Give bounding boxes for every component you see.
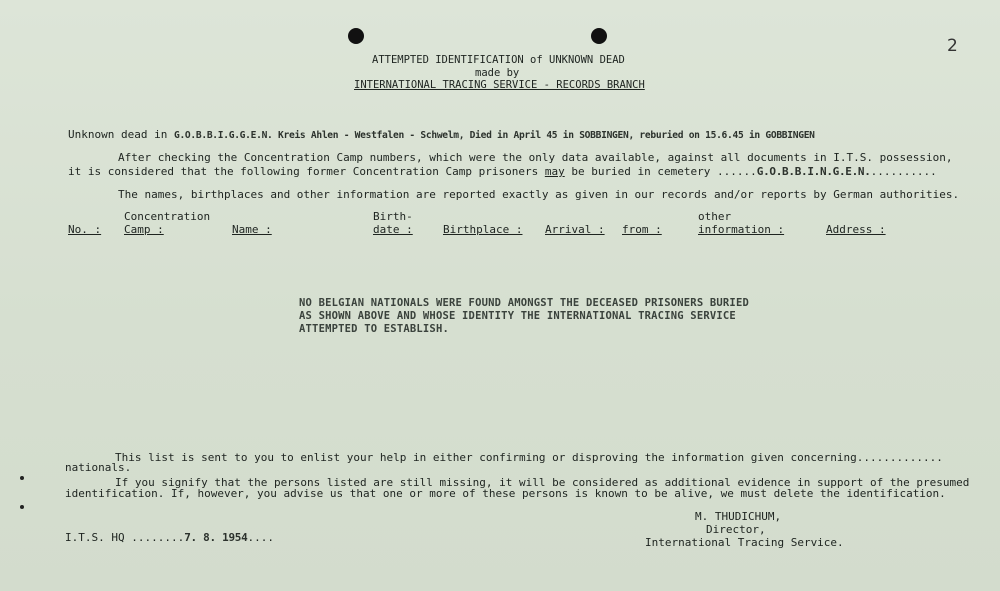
footer-signify-line-1: If you signify that the persons listed are still missing, it will be considered as additional evidence in support of the presumed: [115, 476, 970, 489]
col-no: No. :: [68, 223, 102, 236]
intro-line-2: [68, 165, 937, 178]
doc-title: ATTEMPTED IDENTIFICATION of UNKNOWN DEAD: [372, 54, 625, 66]
doc-made-by: made by: [475, 67, 520, 79]
signature-org: International Tracing Service.: [645, 536, 844, 549]
col-birthplace: Birthplace :: [443, 223, 523, 236]
col-from: from :: [622, 223, 662, 236]
hq-line: [65, 531, 274, 544]
margin-mark: [20, 505, 24, 509]
names-note: The names, birthplaces and other information are reported exactly as given in our records and/or reports by German authorities.: [118, 188, 960, 201]
intro-may: may: [544, 165, 565, 178]
hq-date: 7. 8. 1954: [184, 531, 248, 544]
col-other-top: other: [698, 210, 732, 223]
footer-list-line-1: This list is sent to you to enlist your help in either confirming or disproving the information given concerning.............: [115, 451, 943, 464]
intro-dots: ..........: [870, 165, 937, 178]
hq-label: I.T.S. HQ ........: [65, 531, 185, 544]
col-name: Name :: [232, 223, 272, 236]
signature-role: Director,: [706, 523, 766, 536]
punch-hole-left: [348, 28, 364, 44]
stamp-line-1: NO BELGIAN NATIONALS WERE FOUND AMONGST THE DECEASED PRISONERS BURIED: [299, 297, 749, 309]
stamp-line-2: AS SHOWN ABOVE AND WHOSE IDENTITY THE INTERNATIONAL TRACING SERVICE: [299, 310, 736, 322]
unknown-dead-location: G.O.B.B.I.G.G.E.N. Kreis Ahlen - Westfalen - Schwelm, Died in April 45 in SOBBINGEN, reburied on 15.6.45 in GOBBINGEN: [173, 130, 815, 141]
unknown-dead-prefix: Unknown dead in: [68, 128, 168, 141]
col-camp-top: Concentration: [124, 210, 211, 223]
footer-signify-line-2: identification. If, however, you advise us that one or more of these persons is known to be alive, we must delete the identification.: [65, 487, 946, 500]
page-number: 2: [947, 36, 958, 56]
doc-organization: INTERNATIONAL TRACING SERVICE - RECORDS BRANCH: [354, 79, 645, 91]
punch-hole-right: [591, 28, 607, 44]
intro-line-2-text: it is considered that the following former Concentration Camp prisoners: [68, 165, 545, 178]
col-address: Address :: [826, 223, 886, 236]
margin-mark: [20, 476, 24, 480]
cemetery-name: G.O.B.B.I.N.G.E.N.: [756, 165, 871, 178]
intro-line-1: After checking the Concentration Camp numbers, which were the only data available, against all documents in I.T.S. possession,: [118, 151, 953, 164]
footer-list-line-2: nationals.: [65, 461, 132, 474]
col-other: information :: [698, 223, 785, 236]
unknown-dead-line: [68, 128, 815, 141]
col-birthdate-top: Birth-: [373, 210, 413, 223]
intro-line-2-cont: be buried in cemetery ......: [564, 165, 757, 178]
col-arrival: Arrival :: [545, 223, 605, 236]
col-camp: Camp :: [124, 223, 164, 236]
signature-name: M. THUDICHUM,: [695, 510, 782, 523]
stamp-line-3: ATTEMPTED TO ESTABLISH.: [299, 323, 449, 335]
hq-dots: ....: [247, 531, 274, 544]
col-birthdate: date :: [373, 223, 413, 236]
